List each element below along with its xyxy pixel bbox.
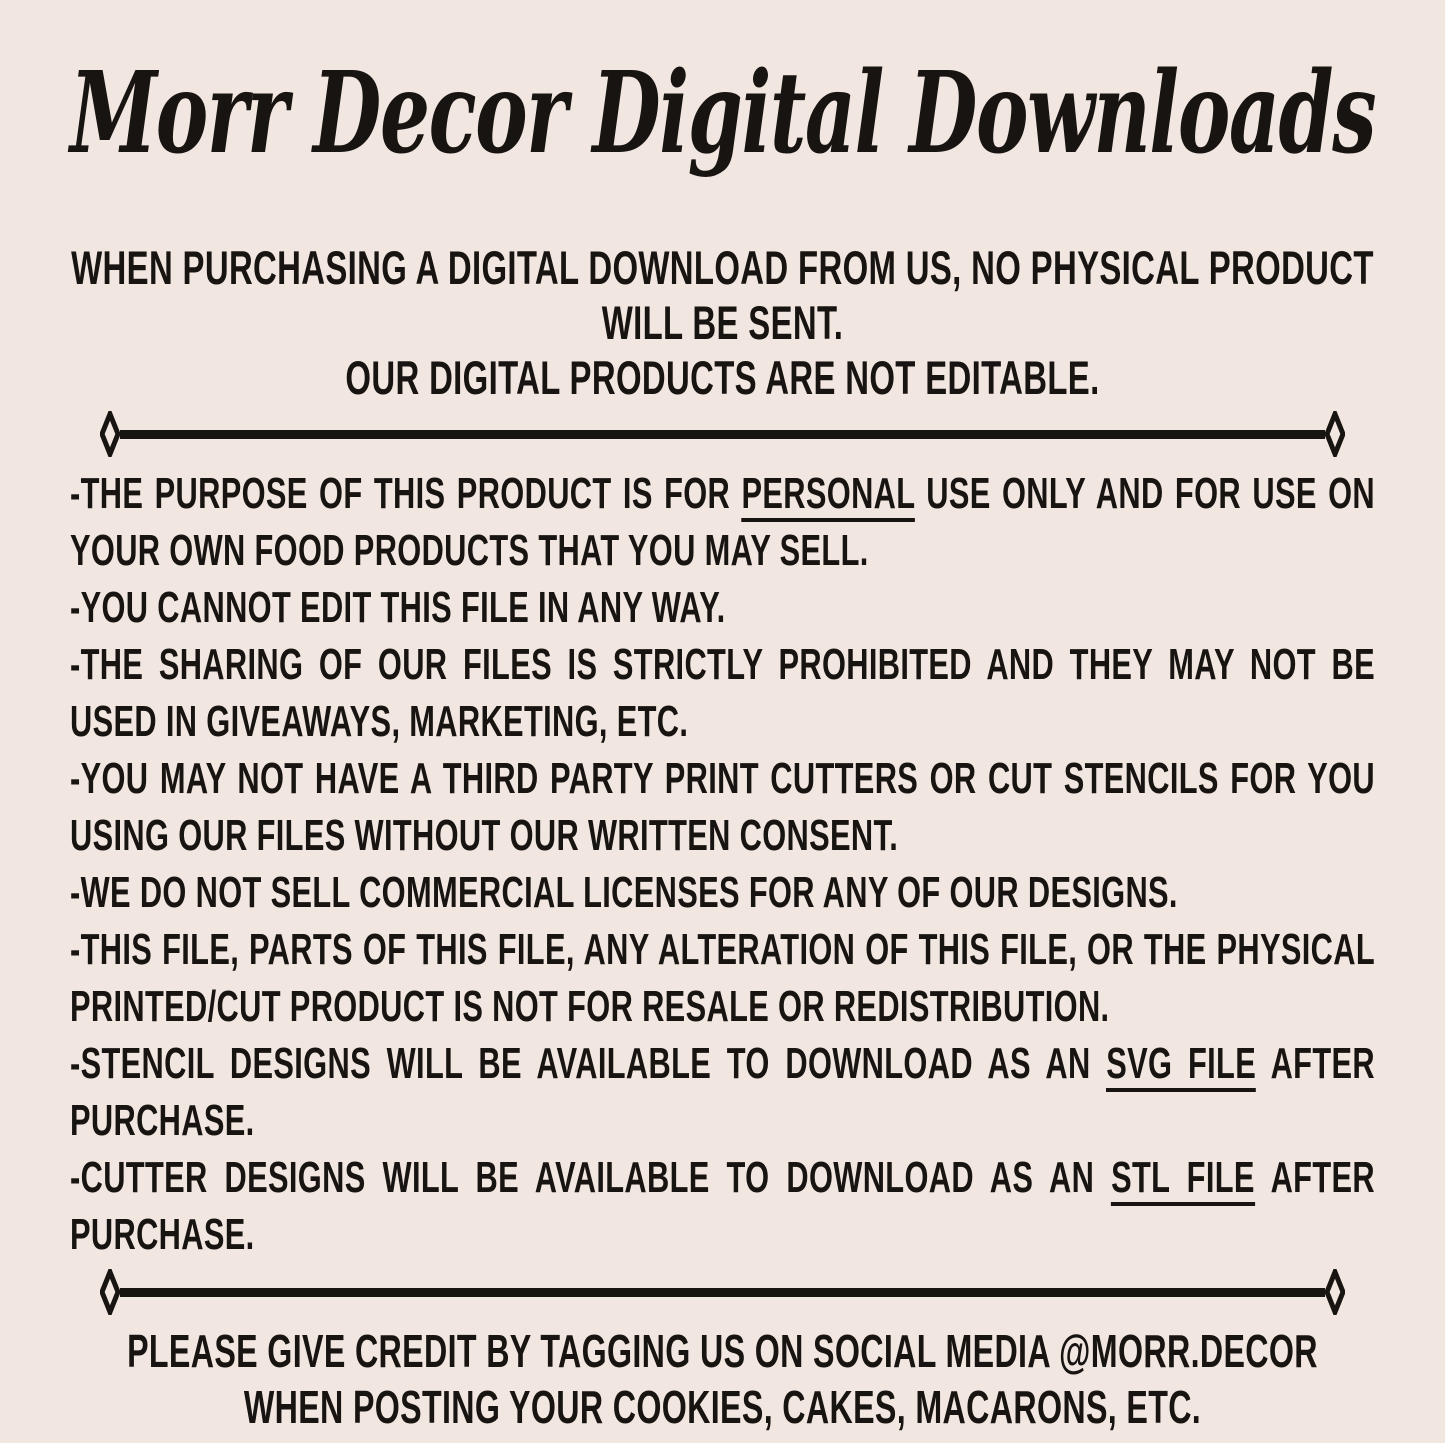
term-item-cutter-stl (70, 1149, 1375, 1263)
term-underlined-text: STL FILE (1111, 1153, 1255, 1206)
term-item-no-commercial-license (70, 864, 1375, 921)
term-text: -THIS FILE, PARTS OF THIS FILE, ANY ALTERATION OF THIS FILE, OR THE PHYSICAL PRINTED/CUT PRODUCT IS NOT FOR RESALE OR REDISTRIBUTION. (70, 925, 1375, 1031)
diamond-icon (100, 411, 120, 457)
term-text: -STENCIL DESIGNS WILL BE AVAILABLE TO DOWNLOAD AS AN (70, 1039, 1107, 1088)
term-text: AFTER PURCHASE. (70, 1039, 1376, 1145)
term-text: -YOU CANNOT EDIT THIS FILE IN ANY WAY. (70, 583, 726, 632)
term-item-stencil-svg (70, 1035, 1375, 1149)
diamond-icon (100, 1269, 120, 1315)
term-text: AFTER PURCHASE. (70, 1153, 1376, 1259)
term-text: -YOU MAY NOT HAVE A THIRD PARTY PRINT CUTTERS OR CUT STENCILS FOR YOU USING OUR FILES WITHOUT OUR WRITTEN CONSENT. (70, 754, 1375, 860)
section-divider-bottom (70, 1269, 1375, 1315)
diamond-icon (1325, 1269, 1345, 1315)
term-item-personal-use (70, 465, 1375, 579)
page-title-wrap (70, 34, 1375, 206)
term-text: USE ONLY AND FOR USE ON YOUR OWN FOOD PRODUCTS THAT YOU MAY SELL. (70, 469, 1376, 575)
diamond-icon (1325, 411, 1345, 457)
footer-credit-text: PLEASE GIVE CREDIT BY TAGGING US ON SOCIAL MEDIA @MORR.DECOR (127, 1325, 1318, 1377)
page-title: Morr Decor Digital Downloads (70, 48, 1376, 179)
term-item-no-editing (70, 579, 1375, 636)
intro-not-editable-text: OUR DIGITAL PRODUCTS ARE NOT EDITABLE. (345, 351, 1100, 404)
term-underlined-text: PERSONAL (742, 469, 915, 522)
terms-list (70, 465, 1375, 1263)
term-text: -WE DO NOT SELL COMMERCIAL LICENSES FOR ANY OF OUR DESIGNS. (70, 868, 1178, 917)
term-text: -THE SHARING OF OUR FILES IS STRICTLY PROHIBITED AND THEY MAY NOT BE USED IN GIVEAWAYS, MARKETING, ETC. (70, 640, 1375, 746)
section-divider-top (70, 411, 1375, 457)
term-item-no-sharing (70, 636, 1375, 750)
divider-line (120, 1288, 1325, 1297)
intro-section (70, 240, 1375, 405)
term-text: -CUTTER DESIGNS WILL BE AVAILABLE TO DOWNLOAD AS AN (70, 1153, 1112, 1202)
term-item-no-resale (70, 921, 1375, 1035)
footer-posting-text: WHEN POSTING YOUR COOKIES, CAKES, MACARONS, ETC. (243, 1381, 1202, 1433)
divider-line (120, 430, 1325, 439)
term-underlined-text: SVG FILE (1106, 1039, 1256, 1092)
footer-section (70, 1323, 1375, 1435)
intro-no-physical-text: WHEN PURCHASING A DIGITAL DOWNLOAD FROM US, NO PHYSICAL PRODUCT WILL BE SENT. (71, 241, 1374, 349)
term-item-no-third-party (70, 750, 1375, 864)
term-text: -THE PURPOSE OF THIS PRODUCT IS FOR (70, 469, 742, 518)
